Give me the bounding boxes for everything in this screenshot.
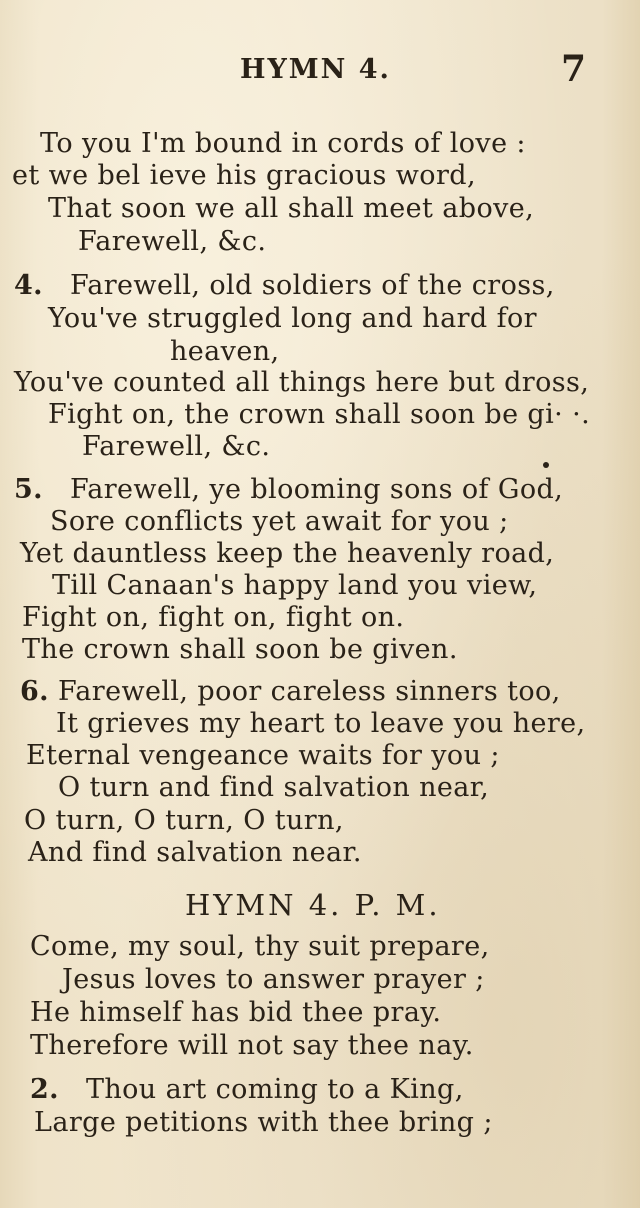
verse-text: Thou art coming to a King, (85, 1074, 464, 1105)
verse-line: To you I'm bound in cords of love : (40, 128, 526, 159)
verse-line: That soon we all shall meet above, (48, 193, 535, 224)
verse-line: Fight on, the crown shall soon be gi· ·. (48, 399, 591, 430)
page-number: 7 (560, 48, 586, 90)
stanza-number: 4. (14, 270, 43, 301)
verse-line (14, 270, 555, 302)
verse-line: He himself has bid thee pray. (30, 997, 442, 1028)
verse-line: Farewell, &c. (82, 431, 271, 462)
verse-line (30, 1074, 464, 1106)
running-head (0, 48, 640, 94)
verse-line: Come, my soul, thy suit prepare, (30, 931, 490, 962)
verse-line (14, 474, 563, 506)
verse-line: Yet dauntless keep the heavenly road, (20, 538, 555, 569)
verse-line: Till Canaan's happy land you view, (52, 570, 538, 601)
verse-line: et we bel ieve his gracious word, (12, 160, 476, 191)
verse-line: Farewell, &c. (78, 226, 267, 257)
verse-line: You've counted all things here but dross, (14, 367, 590, 398)
verse-line: O turn and find salvation near, (58, 772, 490, 803)
verse-line: heaven, (170, 336, 280, 367)
verse-line: O turn, O turn, O turn, (24, 805, 344, 836)
verse-text: Farewell, poor careless sinners too, (57, 676, 561, 707)
ink-speck (543, 462, 549, 468)
stanza-number: 2. (30, 1074, 59, 1105)
verse-line: Sore conflicts yet await for you ; (50, 506, 509, 537)
verse-line: Jesus loves to answer prayer ; (62, 964, 485, 995)
verse-line: It grieves my heart to leave you here, (56, 708, 586, 739)
verse-text: Farewell, ye blooming sons of God, (69, 474, 564, 505)
verse-text: Farewell, old soldiers of the cross, (69, 270, 555, 301)
hymn-heading: HYMN 4. P. M. (185, 888, 441, 922)
verse-line: The crown shall soon be given. (22, 634, 458, 665)
stanza-number: 5. (14, 474, 43, 505)
verse-line: Fight on, fight on, fight on. (22, 602, 405, 633)
verse-line: You've struggled long and hard for (48, 303, 537, 334)
verse-line: Large petitions with thee bring ; (34, 1107, 493, 1138)
running-title: HYMN 4. (240, 54, 391, 85)
verse-line: And find salvation near. (28, 837, 362, 868)
verse-line: Eternal vengeance waits for you ; (26, 740, 500, 771)
verse-line: Therefore will not say thee nay. (30, 1030, 474, 1061)
verse-line (20, 676, 561, 708)
stanza-number: 6. (20, 676, 49, 707)
